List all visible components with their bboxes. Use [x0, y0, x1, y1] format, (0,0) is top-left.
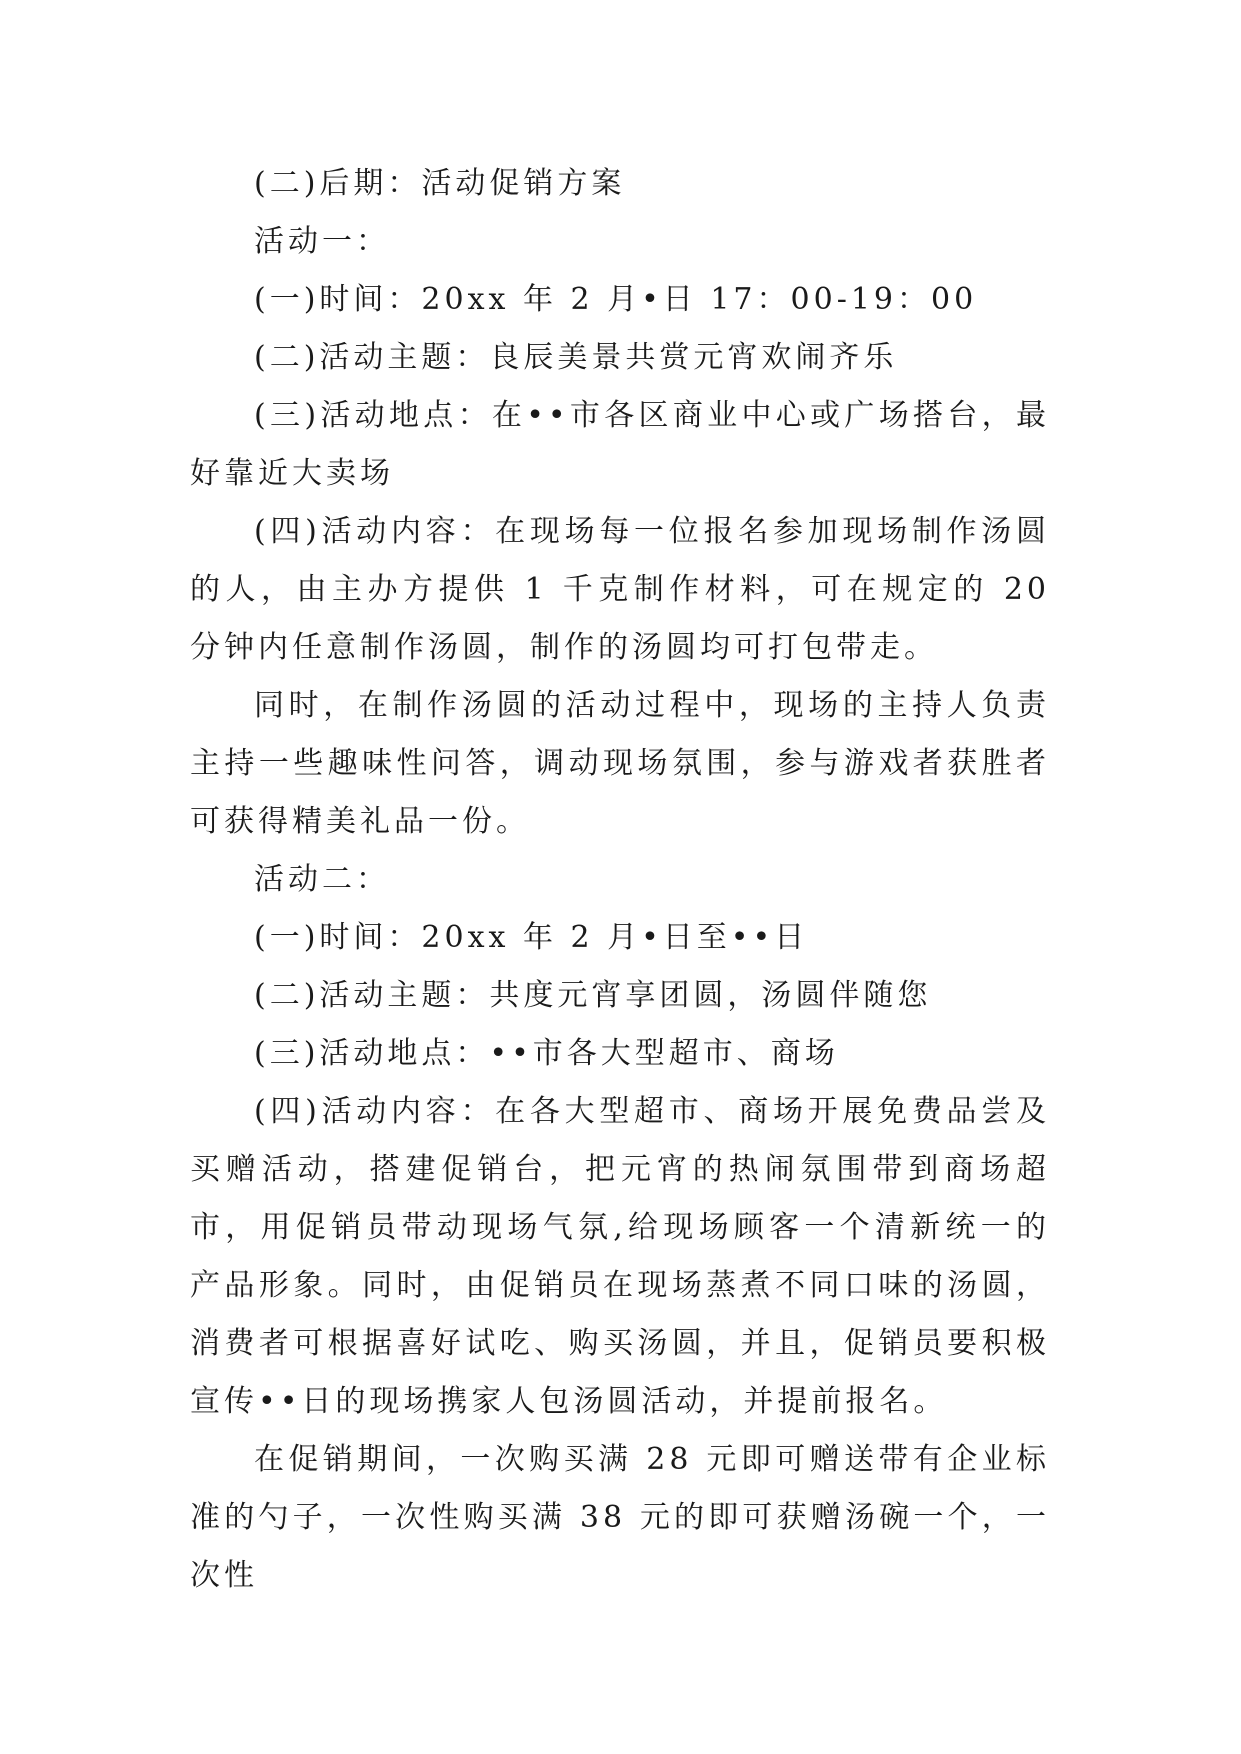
- activity-two-time: (一)时间：20xx 年 2 月•日至••日: [254, 920, 809, 955]
- section-heading-later-stage: (二)后期：活动促销方案: [254, 166, 626, 201]
- activity-two-location: (三)活动地点：••市各大型超市、商场: [254, 1036, 839, 1071]
- activity-two-heading: 活动二：: [254, 862, 390, 897]
- activity-one-time: (一)时间：20xx 年 2 月•日 17：00-19：00: [254, 282, 978, 317]
- activity-two-content: (四)活动内容：在各大型超市、商场开展免费品尝及买赠活动，搭建促销台，把元宵的热闹氛围带到商场超市，用促销员带动现场气氛,给现场顾客一个清新统一的产品形象。同时，由促销员在现场蒸煮不同口味的汤圆，消费者可根据喜好试吃、购买汤圆，并且，促销员要积极宣传••日的现场携家人包汤圆活动，并提前报名。: [190, 1094, 1050, 1419]
- activity-one-content-extra: 同时，在制作汤圆的活动过程中，现场的主持人负责主持一些趣味性问答，调动现场氛围，参与游戏者获胜者可获得精美礼品一份。: [190, 688, 1050, 839]
- activity-one-location: (三)活动地点：在••市各区商业中心或广场搭台，最好靠近大卖场: [190, 398, 1050, 491]
- activity-one-theme: (二)活动主题：良辰美景共赏元宵欢闹齐乐: [254, 340, 898, 375]
- activity-one-content: (四)活动内容：在现场每一位报名参加现场制作汤圆的人，由主办方提供 1 千克制作材料，可在规定的 20 分钟内任意制作汤圆，制作的汤圆均可打包带走。: [190, 514, 1050, 665]
- activity-one-heading: 活动一：: [254, 224, 390, 259]
- promotion-gift-paragraph: 在促销期间，一次购买满 28 元即可赠送带有企业标准的勺子，一次性购买满 38 元的即可获赠汤碗一个，一次性: [190, 1442, 1050, 1593]
- activity-two-theme: (二)活动主题：共度元宵享团圆，汤圆伴随您: [254, 978, 932, 1013]
- document-page: [190, 155, 1050, 1605]
